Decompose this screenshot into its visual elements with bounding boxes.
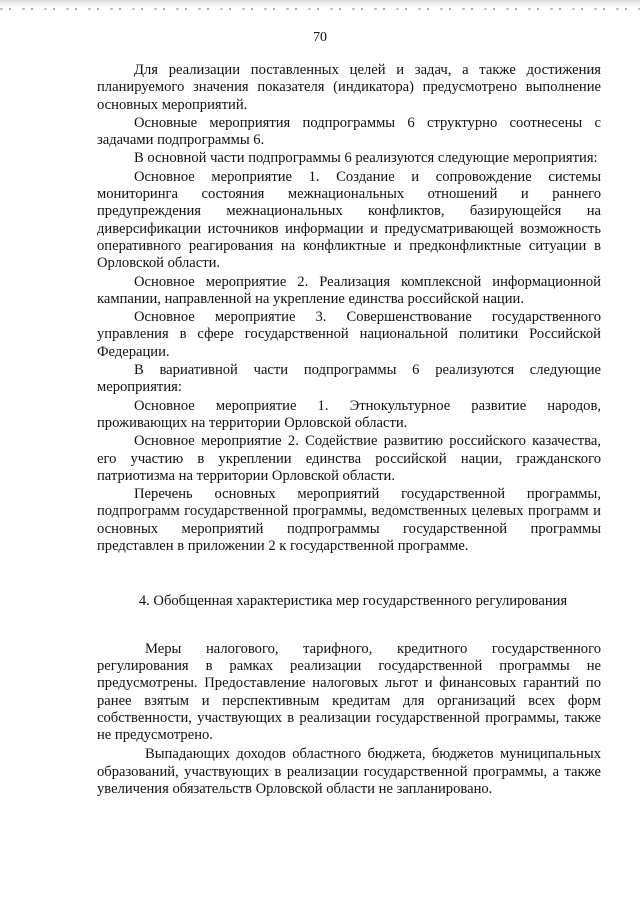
paragraph: Основное мероприятие 2. Реализация комплексной информационной кампании, направленной на укрепление единства российской нации.: [97, 273, 601, 307]
paragraph: Для реализации поставленных целей и задач, а также достижения планируемого значения показателя (индикатора) предусмотрено выполнение основных мероприятий.: [97, 62, 601, 113]
paragraph: Перечень основных мероприятий государственной программы, подпрограмм государственной программы, ведомственных целевых программ и основных мероприятий подпрограммы государственной программы представлен в приложении 2 к государственной программе.: [97, 486, 601, 555]
paragraph: Основное мероприятие 1. Этнокультурное развитие народов, проживающих на территории Орловской области.: [97, 397, 601, 431]
section-heading: 4. Обобщенная характеристика мер государственного регулирования: [138, 593, 568, 610]
document-body: [97, 62, 601, 799]
scan-edge: [0, 0, 640, 8]
paragraph: Выпадающих доходов областного бюджета, бюджетов муниципальных образований, участвующих в реализации государственной программы, а также увеличения обязательств Орловской области не запланировано.: [97, 746, 601, 797]
paragraph: Основные мероприятия подпрограммы 6 структурно соотнесены с задачами подпрограммы 6.: [97, 114, 601, 149]
paragraph: В основной части подпрограммы 6 реализуются следующие мероприятия:: [134, 150, 598, 167]
paragraph: Меры налогового, тарифного, кредитного государственного регулирования в рамках реализации государственной программы не предусмотрены. Предоставление налоговых льгот и финансовых гарантий по ранее взятым и перспективным кредитам для организаций всех форм собственности, участвующих в реализации государственной программы, также не предусмотрено.: [97, 640, 601, 744]
page-number: 70: [313, 30, 327, 45]
paragraph: Основное мероприятие 2. Содействие развитию российского казачества, его участию в укреплении единства российской нации, гражданского патриотизма на территории Орловской области.: [97, 433, 601, 484]
paragraph: Основное мероприятие 3. Совершенствование государственного управления в сфере государственной национальной политики Российской Федерации.: [97, 309, 601, 360]
paragraph: Основное мероприятие 1. Создание и сопровождение системы мониторинга состояния межнациональных отношений и раннего предупреждения межнациональных конфликтов, базирующейся на диверсификации источников информации и предусматривающей возможность оперативного реагирования на конфликтные и предконфликтные ситуации в Орловской области.: [97, 168, 601, 272]
paragraph: В вариативной части подпрограммы 6 реализуются следующие мероприятия:: [97, 362, 601, 396]
